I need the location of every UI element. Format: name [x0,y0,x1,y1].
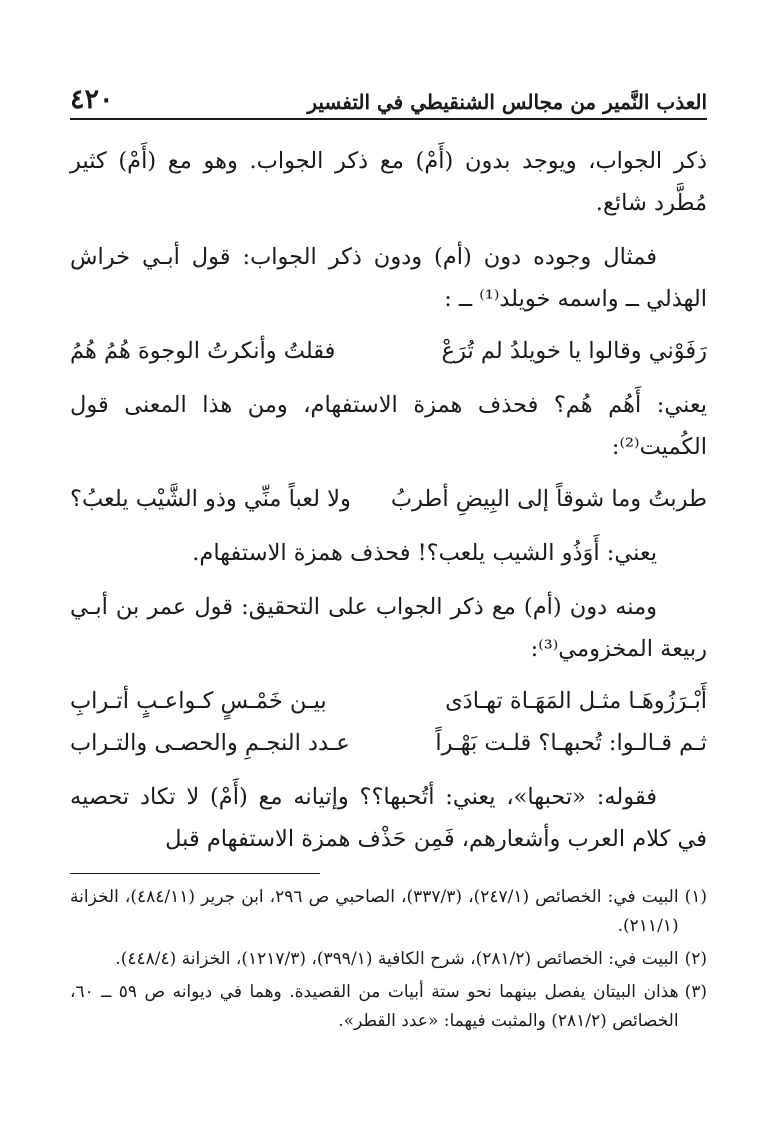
verse-4-second-hemistich: عـدد النجـمِ والحصـى والتـراب [70,730,350,756]
verse-line-3 [70,680,707,722]
verse-3-first-hemistich: أَبْـرَزُوهَـا مثـل المَهَـاة تهـادَى [445,688,707,714]
verse-line-1 [70,330,707,372]
paragraph-1: ذكر الجواب، ويوجد بدون (أَمْ) مع ذكر الجواب. وهو مع (أَمْ) كثير مُطَّرد شائع. [70,148,707,216]
main-text [70,140,707,860]
verse-2-second-hemistich: ولا لعباً منِّي وذو الشَّيْب يلعبُ؟ [70,486,351,512]
paragraph-4: يعني: أَوَذُو الشيب يلعب؟! فحذف همزة الاستفهام. [192,540,657,566]
footnote-2 [70,945,707,974]
footnote-number: (٣) [684,982,707,1002]
verse-1-first-hemistich: رَفَوْني وقالوا يا خويلدُ لم تُرَعْ [441,338,707,364]
running-title: العذب النَّمير من مجالس الشنقيطي في التفسير [307,90,707,114]
footnotes [70,883,707,1040]
verse-2-first-hemistich: طربتُ وما شوقاً إلى البِيضِ أطربُ [390,486,707,512]
footnote-number: (٢) [684,949,707,969]
footnote-1 [70,883,707,941]
footnote-3 [70,978,707,1036]
page-number: ٤٢٠ [70,84,114,115]
paragraph-3: يعني: أَهُم هُم؟ فحذف همزة الاستفهام، ومن هذا المعنى قول الكُميت⁽²⁾: [70,392,707,460]
verse-1-second-hemistich: فقلتُ وأنكرتُ الوجوهَ هُمُ هُمُ [70,338,336,364]
paragraph-5: ومنه دون (أم) مع ذكر الجواب على التحقيق: قول عمر بن أبـي ربيعة المخزومي⁽³⁾: [70,594,707,662]
verse-3-second-hemistich: بيـن خَمْـسٍ كـواعـبٍ أتـرابِ [70,688,327,714]
paragraph-2: فمثال وجوده دون (أم) ودون ذكر الجواب: قول أبـي خراش الهذلي ــ واسمه خويلد⁽¹⁾ ــ : [70,244,707,312]
footnote-number: (١) [684,887,707,907]
verse-line-4 [70,722,707,764]
verse-4-first-hemistich: ثـم قـالـوا: تُحبهـا؟ قلـت بَهْـراً [435,730,707,756]
footnote-divider [70,873,320,874]
running-header [70,82,707,120]
footnote-text: البيت في: الخصائص (٢٨١/٢)، شرح الكافية (٣٩٩/١)، (١٢١٧/٣)، الخزانة (٤٤٨/٤). [115,949,679,969]
footnote-text: هذان البيتان يفصل بينهما نحو ستة أبيات من القصيدة. وهما في ديوانه ص ٥٩ ــ ٦٠، الخصائص (٢٨١/٢) والمثبت فيهما: «عدد القطر». [70,982,679,1031]
paragraph-6: فقوله: «تحبها»، يعني: أتُحبها؟؟ وإتيانه مع (أَمْ) لا تكاد تحصيه في كلام العرب وأشعارهم، فَمِن حَذْف همزة الاستفهام قبل [70,784,707,852]
verse-line-2 [70,478,707,520]
footnote-text: البيت في: الخصائص (٢٤٧/١)، (٣٣٧/٣)، الصاحبي ص ٢٩٦، ابن جرير (٤٨٤/١١)، الخزانة (٢١١/١). [70,887,679,936]
